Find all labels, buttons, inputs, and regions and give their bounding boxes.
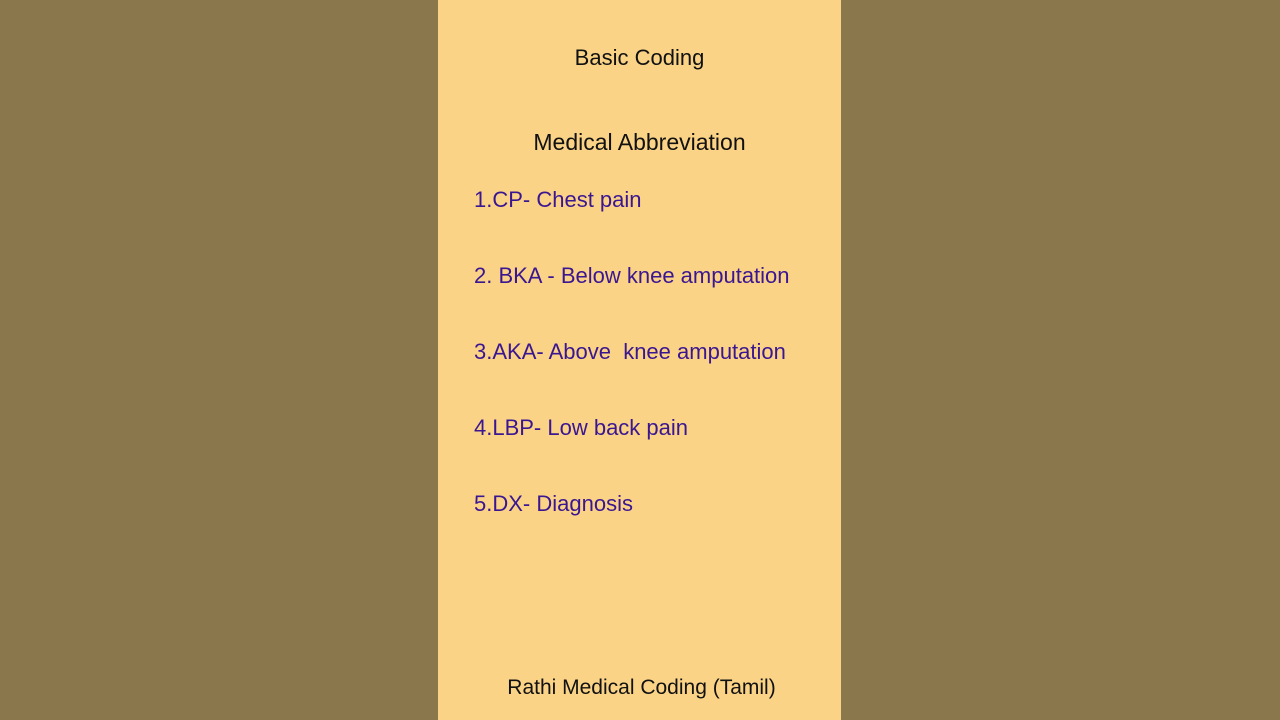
list-item: 4.LBP- Low back pain [474,415,689,440]
section-subtitle: Medical Abbreviation [533,129,746,155]
blurred-background-left [0,0,438,720]
list-item: 3.AKA- Above knee amputation [474,339,786,364]
blurred-background-right [841,0,1280,720]
list-item: 2. BKA - Below knee amputation [474,263,790,288]
channel-name-footer: Rathi Medical Coding (Tamil) [507,676,776,699]
list-item: 5.DX- Diagnosis [474,491,633,516]
content-card [438,0,841,720]
page-title: Basic Coding [574,45,705,70]
list-item: 1.CP- Chest pain [474,187,642,212]
